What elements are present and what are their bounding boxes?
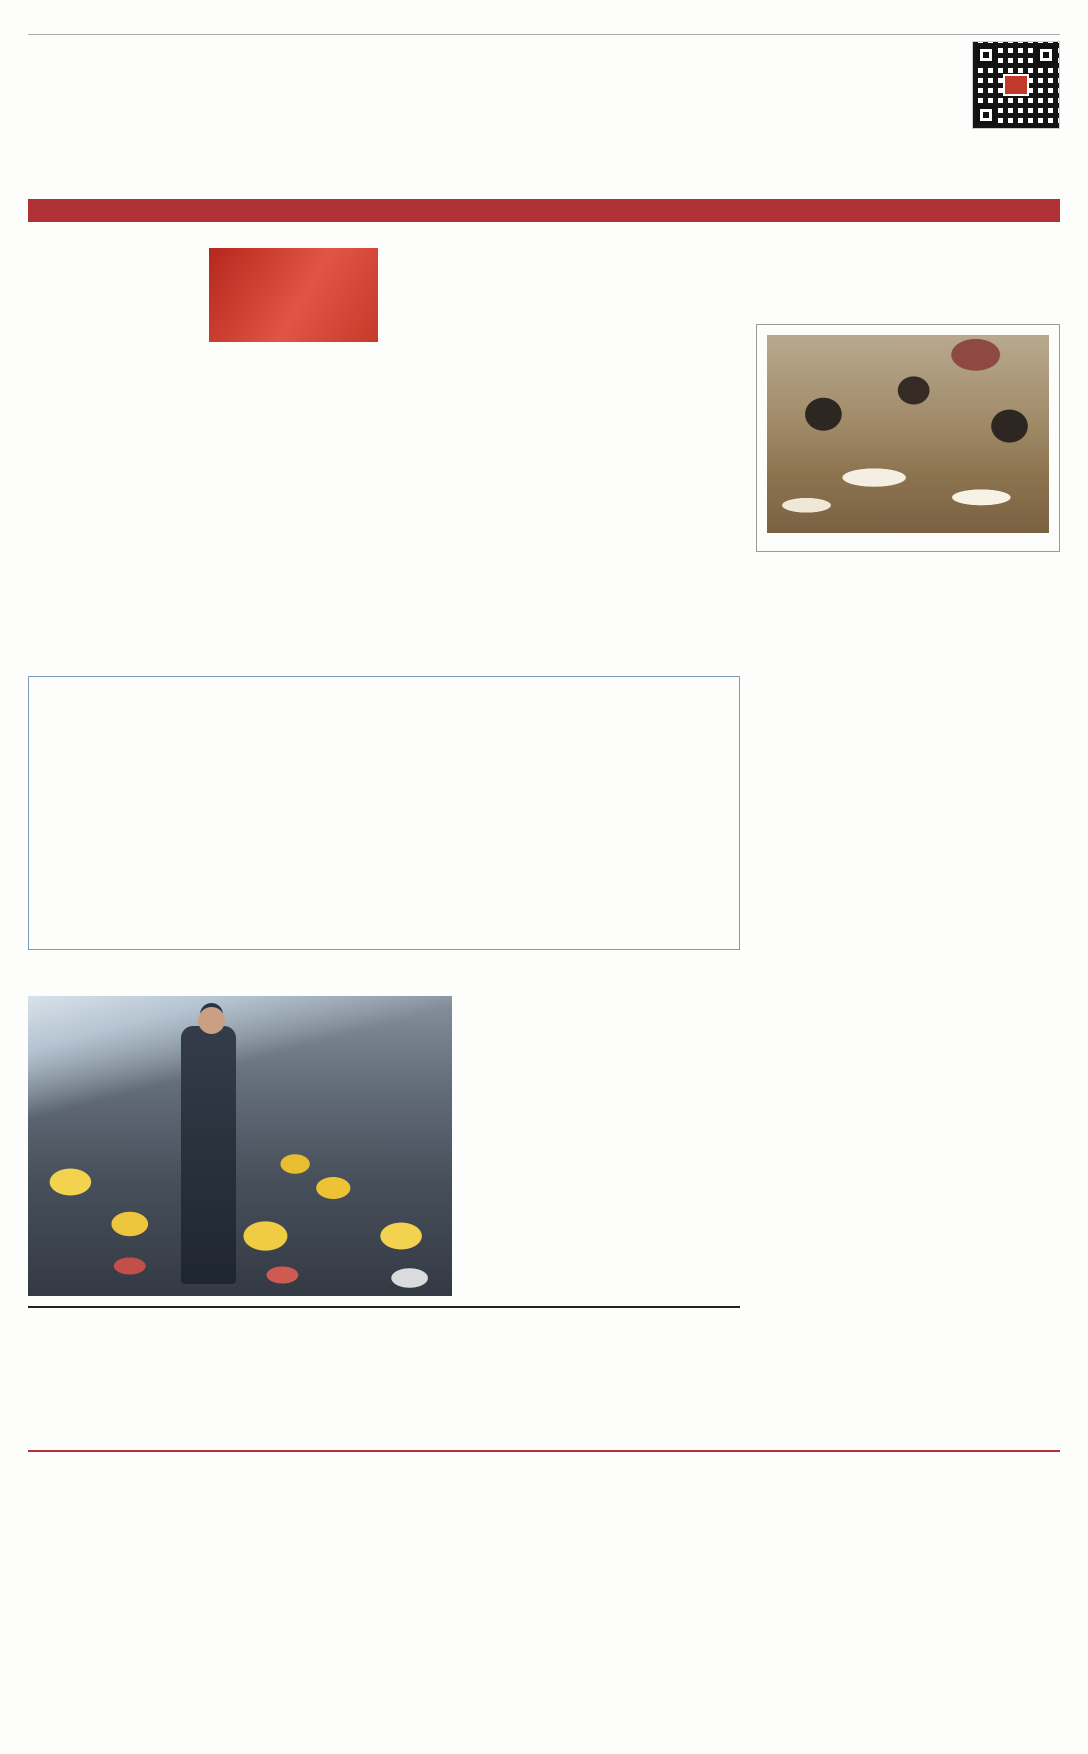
right-zone — [756, 232, 1060, 1438]
main-article — [28, 248, 740, 660]
school-bus-photo — [28, 996, 452, 1296]
main-article-body — [28, 248, 740, 660]
qr-code — [972, 41, 1060, 129]
qr-center-logo — [1003, 74, 1029, 96]
masthead-right — [840, 41, 1060, 137]
section-divider — [28, 1306, 740, 1308]
masthead-info — [28, 63, 268, 85]
website-bar — [28, 199, 1060, 222]
bottom-article-body — [28, 1322, 740, 1438]
footer — [28, 1452, 1060, 1461]
publisher-line — [28, 63, 268, 85]
book-restoration-photo — [767, 335, 1049, 533]
kindergarten-photo-box — [756, 324, 1060, 552]
industry-article-body — [41, 699, 727, 937]
photo-story-section — [28, 968, 740, 1296]
qr-position-marker — [976, 45, 996, 65]
qr-position-marker — [1036, 45, 1056, 65]
masthead — [28, 35, 1060, 197]
bottom-article — [28, 1322, 740, 1438]
qr-position-marker — [976, 105, 996, 125]
photo-story-text — [468, 996, 740, 1296]
campaign-banner-image — [209, 248, 378, 342]
industry-integration-article — [28, 676, 740, 950]
page-content — [28, 232, 1060, 1438]
newspaper-page — [0, 34, 1088, 1461]
left-zone — [28, 232, 740, 1438]
